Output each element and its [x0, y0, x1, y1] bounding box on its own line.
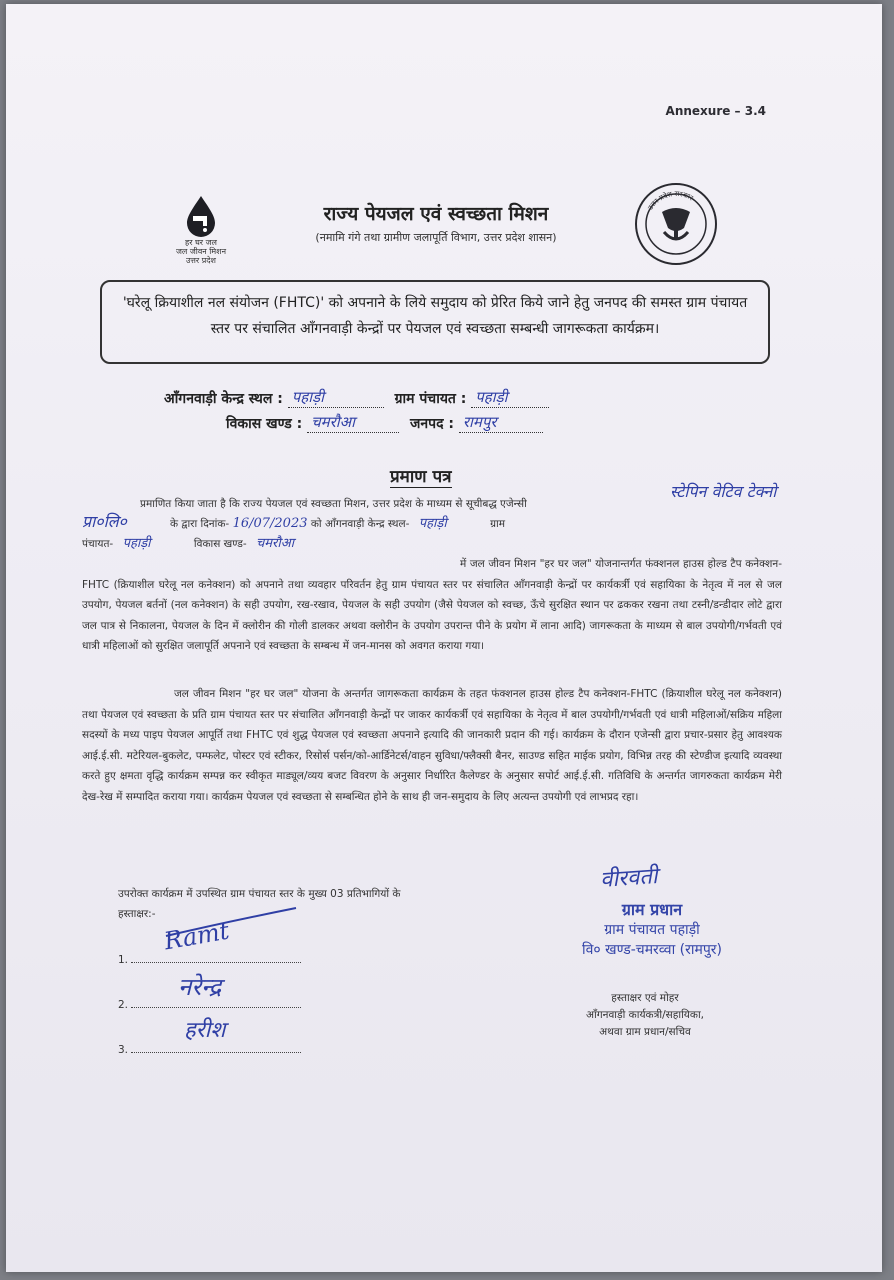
anganwadi-field-row: [164, 389, 549, 408]
water-drop-icon: [181, 194, 221, 238]
vikas-khand-label: विकास खण्ड :: [226, 416, 303, 432]
pradhan-stamp-title: ग्राम प्रधान: [621, 900, 683, 919]
anganwadi-value: पहाड़ी: [291, 388, 324, 406]
pradhan-stamp-panchayat: ग्राम पंचायत पहाड़ी: [604, 922, 700, 938]
emblem-text: उत्तर प्रदेश सरकार: [646, 189, 695, 212]
program-date-handwritten: 16/07/2023: [232, 516, 308, 531]
participant-signature-3: हरीश: [184, 1018, 226, 1043]
certificate-line-3: पंचायत- पहाड़ी विकास खण्ड- चमरौआ: [82, 536, 294, 551]
panchayat-handwritten: पहाड़ी: [122, 536, 151, 551]
signature-line-3: 3.: [118, 1044, 301, 1056]
mission-header: [256, 200, 616, 245]
har-ghar-jal-logo: [166, 194, 236, 265]
agency-name-handwritten: स्टेपिन वेटिव टेक्नो: [670, 482, 777, 501]
up-government-emblem: [634, 182, 718, 270]
certificate-title: प्रमाण पत्र: [390, 464, 452, 488]
janpad-value: रामपुर: [462, 413, 497, 431]
vikas-khand-field-row: [226, 414, 543, 433]
participant-signature-1: Ramt: [162, 916, 232, 956]
gram-panchayat-value: पहाड़ी: [475, 388, 508, 406]
pradhan-stamp-block: वि० खण्ड-चमरव्वा (रामपुर): [582, 942, 722, 958]
participants-signature-label: हस्ताक्षर:-: [118, 908, 156, 920]
signature-line-1: 1.: [118, 954, 301, 966]
participants-intro: उपरोक्त कार्यक्रम में उपस्थित ग्राम पंचायत स्तर के मुख्य 03 प्रतिभागियों के: [118, 888, 401, 900]
logo-caption-3: उत्तर प्रदेश: [186, 256, 216, 265]
pradhan-signature: वीरवती: [599, 864, 659, 893]
mission-subtitle: (नमामि गंगे तथा ग्रामीण जलापूर्ति विभाग, उत्तर प्रदेश शासन): [315, 231, 557, 244]
logo-caption-2: जल जीवन मिशन: [175, 247, 227, 256]
mission-title: राज्य पेयजल एवं स्वच्छता मिशन: [323, 203, 549, 225]
vikas-khand-value: चमरौआ: [311, 413, 355, 431]
certificate-paragraph-1: में जल जीवन मिशन "हर घर जल" योजनान्तर्गत फंक्शनल हाउस होल्ड टैप कनेक्शन-FHTC (क्रियाशील घरेलू नल कनेक्शन) को अपनाने तथा व्यवहार परिवर्तन हेतु ग्राम पंचायत स्तर पर संचालित आँगनवाड़ी केन्द्रों पर कार्यकर्त्री एवं सहायिका के नेतृत्व में नल से जल उपयोग, पेयजल बर्तनों (नल कनेक्शन) के सही उपयोग, रख-रखाव, पेयजल के सही उपयोग (जैसे पेयजल को स्वच्छ, ऊँचे सुरक्षित स्थान पर ढककर रखना तथा टस्नी/डन्डीदार लोटे द्वारा जल पात्र से निकालना, पेयजल के दिन में क्लोरीन की गोली डालकर अथवा क्लोरीन के उपयोग उपरान्त पीने के प्रयोग में लाना आदि) जागरूकता के माध्यम से बाल उपयोगी/गर्भवती एवं धात्री महिलाओं को सुरक्षित जलापूर्ति अपनाने एवं स्वच्छता के सम्बन्ध में जन-मानस को अवगत कराया गया।: [82, 558, 782, 652]
certificate-line-2: के द्वारा दिनांक- 16/07/2023 को आँगनवाड़ी केन्द्र स्थल- पहाड़ी ग्राम: [170, 516, 505, 531]
certificate-paragraph-1a: प्रमाणित किया जाता है कि राज्य पेयजल एवं स्वच्छता मिशन, उत्तर प्रदेश के माध्यम से सूचीबद्ध एजेन्सी: [140, 498, 527, 510]
anganwadi-label: आँगनवाड़ी केन्द्र स्थल :: [164, 391, 283, 407]
certificate-paragraph-2: जल जीवन मिशन "हर घर जल" योजना के अन्तर्गत जागरूकता कार्यक्रम के तहत फंक्शनल हाउस होल्ड टैप कनेक्शन-FHTC (क्रियाशील घरेलू नल कनेक्शन) तथा पेयजल एवं स्वच्छता के प्रति ग्राम पंचायत स्तर पर संचालित आँगनवाड़ी केन्द्रों पर जाकर कार्यकर्त्री एवं सहायिका के नेतृत्व में बाल उपयोगी/गर्भवती एवं धात्री महिलाओं/सक्रिय महिला सदस्यों के मध्य पाइप पेयजल आपूर्ति तथा FHTC एवं शुद्ध पेयजल एवं स्वच्छता अपनाने इत्यादि की जानकारी प्रदान की गई। कार्यक्रम के दौरान एजेन्सी द्वारा प्रचार-प्रसार हेतु आवश्यक आई.ई.सी. मटेरियल-बुकलेट, पम्फलेट, पोस्टर एवं स्टीकर, रिसोर्स पर्सन/को-आर्डिनेटर्स/वाहन सुविधा/फ्लैक्सी बैनर, साउण्ड सहित माईक प्रयोग, विभिन्न तरह की स्टेण्डीज इत्यादि व्यवस्था करते हुए क्षमता वृद्धि कार्यक्रम सम्पन्न कर स्वीकृत माड्यूल/व्यय बजट विवरण के अनुसार निर्धारित कैलेण्डर के अनुसार सपोर्ट आई.ई.सी. गतिविधि के अन्तर्गत जागरुकता कार्यक्रम मेरी देख-रेख में सम्पादित कराया गया। कार्यक्रम पेयजल एवं स्वच्छता से सम्बन्धित होने के साथ ही जन-समुदाय के लिए अत्यन्त उपयोगी एवं लाभप्रद रहा।: [82, 688, 782, 803]
program-banner: 'घरेलू क्रियाशील नल संयोजन (FHTC)' को अपनाने के लिये समुदाय को प्रेरित किये जाने हेतु जनपद की समस्त ग्राम पंचायत स्तर पर संचालित आँगनवाड़ी केन्द्रों पर पेयजल एवं स्वच्छता सम्बन्धी जागरूकता कार्यक्रम।: [100, 280, 770, 364]
annexure-label: Annexure – 3.4: [665, 104, 766, 118]
place-handwritten: पहाड़ी: [418, 516, 447, 531]
prali-handwritten: प्रा०लि०: [82, 512, 127, 531]
signature-underline-stroke: [156, 902, 306, 942]
svg-text:उत्तर प्रदेश सरकार: [646, 190, 694, 212]
signature-line-2: 2.: [118, 999, 301, 1011]
logo-caption-1: हर घर जल: [185, 238, 217, 247]
signature-seal-caption: हस्ताक्षर एवं मोहर आँगनवाड़ी कार्यकत्री/सहायिका, अथवा ग्राम प्रधान/सचिव: [585, 992, 705, 1038]
participant-signature-2: नरेन्द्र: [178, 973, 222, 1001]
gram-panchayat-label: ग्राम पंचायत :: [394, 391, 467, 407]
document-sheet: [6, 4, 882, 1272]
pradhan-stamp: [562, 900, 742, 960]
block-handwritten: चमरौआ: [256, 536, 294, 551]
janpad-label: जनपद :: [409, 416, 454, 432]
